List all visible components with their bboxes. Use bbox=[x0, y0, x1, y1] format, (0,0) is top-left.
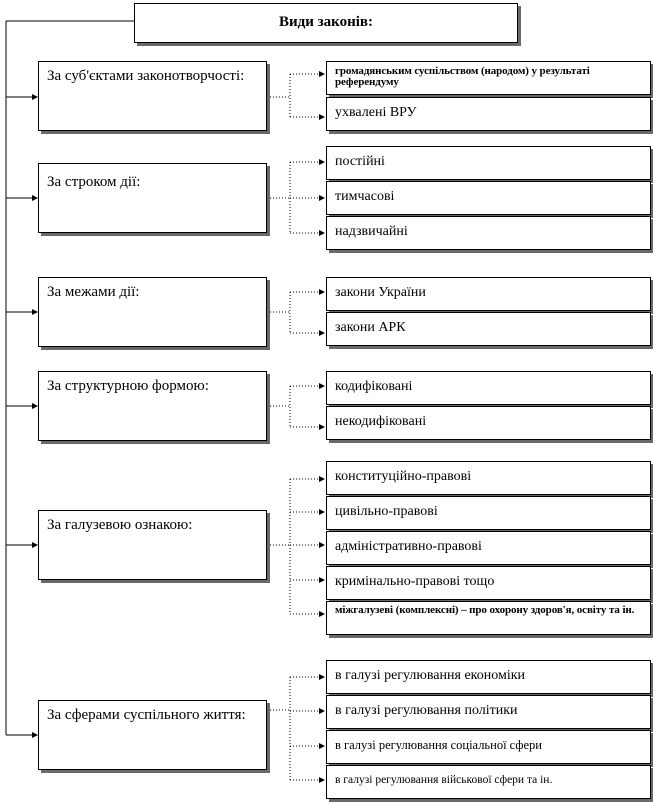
item-term-permanent bbox=[326, 146, 651, 180]
item-text: конституційно-правові bbox=[335, 469, 472, 484]
item-text: тимчасові bbox=[335, 189, 395, 204]
item-text: громадянським суспільством (народом) у результаті референдуму bbox=[335, 65, 590, 88]
category-structure bbox=[38, 371, 267, 441]
item-subjects-referendum bbox=[326, 61, 651, 95]
item-text: постійні bbox=[335, 154, 385, 169]
item-structure-codified bbox=[326, 371, 651, 405]
category-label: За межами дії: bbox=[47, 284, 140, 300]
category-term bbox=[38, 163, 267, 233]
item-text: кодифіковані bbox=[335, 379, 413, 394]
item-term-emergency bbox=[326, 216, 651, 250]
item-subjects-vru bbox=[326, 97, 651, 131]
item-text: закони України bbox=[335, 285, 426, 300]
item-structure-noncodified bbox=[326, 406, 651, 440]
item-branch-administrative bbox=[326, 531, 651, 565]
category-branch bbox=[38, 510, 267, 580]
category-label: За строком дії: bbox=[47, 174, 141, 190]
category-label: За галузевою ознакою: bbox=[47, 517, 193, 533]
item-text: некодифіковані bbox=[335, 414, 427, 429]
item-branch-intersectoral bbox=[326, 601, 651, 635]
item-text: цивільно-правові bbox=[335, 504, 438, 519]
title-text: Види законів: bbox=[278, 14, 373, 30]
item-branch-criminal bbox=[326, 566, 651, 600]
item-text: в галузі регулювання економіки bbox=[335, 668, 526, 683]
category-scope bbox=[38, 277, 267, 347]
item-sphere-social bbox=[326, 730, 651, 764]
diagram-title bbox=[134, 3, 518, 43]
category-label: За сферами суспільного життя: bbox=[47, 707, 246, 723]
item-scope-ukraine bbox=[326, 277, 651, 311]
category-label: За структурною формою: bbox=[47, 378, 209, 394]
item-text: надзвичайні bbox=[335, 224, 408, 239]
item-scope-ark bbox=[326, 312, 651, 346]
item-branch-constitutional bbox=[326, 461, 651, 495]
category-subjects bbox=[38, 61, 267, 131]
item-text: ухвалені ВРУ bbox=[335, 105, 417, 120]
item-sphere-economy bbox=[326, 660, 651, 694]
category-spheres bbox=[38, 700, 267, 770]
item-branch-civil bbox=[326, 496, 651, 530]
item-text: в галузі регулювання соціальної сфери bbox=[335, 738, 542, 752]
item-sphere-military bbox=[326, 765, 651, 799]
item-text: кримінально-правові тощо bbox=[335, 574, 495, 589]
item-text: закони АРК bbox=[335, 320, 406, 335]
item-text: міжгалузеві (комплексні) – про охорону здоров'я, освіту та ін. bbox=[335, 604, 635, 616]
category-label: За суб'єктами законотворчості: bbox=[47, 68, 245, 84]
item-term-temporary bbox=[326, 181, 651, 215]
item-text: в галузі регулювання військової сфери та ін. bbox=[335, 774, 553, 786]
item-sphere-politics bbox=[326, 695, 651, 729]
item-text: в галузі регулювання політики bbox=[335, 703, 518, 718]
item-text: адміністративно-правові bbox=[335, 539, 482, 554]
